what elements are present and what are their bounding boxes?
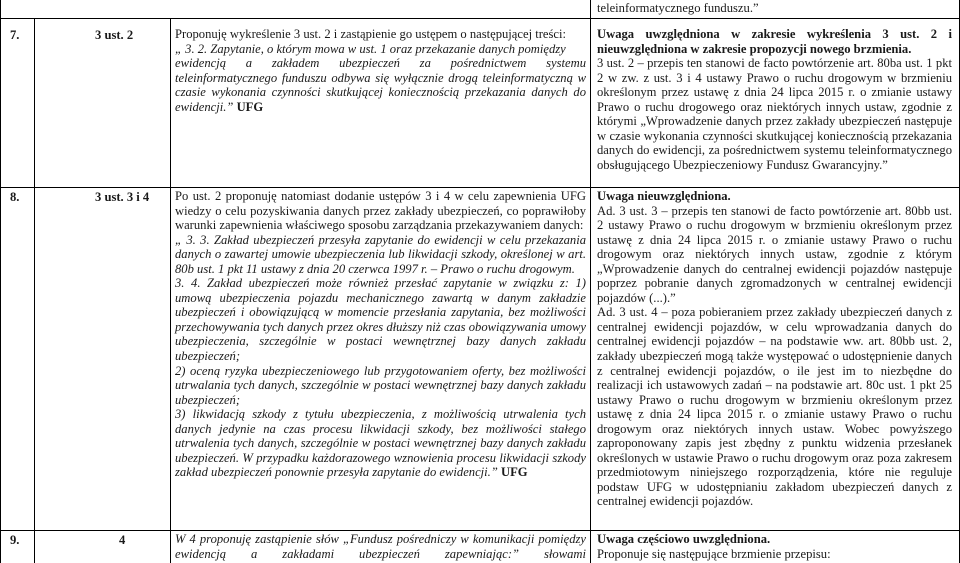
grid-vline-1 (0, 0, 1, 563)
row-7-quote-line-2: ewidencją a zakładem ubezpieczeń za pośrednictwem systemu (175, 56, 586, 71)
grid-hline-2 (0, 187, 960, 188)
grid-hline-1 (0, 18, 960, 19)
row-7-quote-line-5: ewidencji.” (175, 99, 234, 114)
grid-vline-3 (170, 19, 171, 563)
row-7-response (597, 27, 952, 172)
row-9-response-title: Uwaga częściowo uwzględniona. (597, 532, 771, 546)
row-9-proposal-intro: W 4 proponuję zastąpienie słów „Fundusz pośredniczy w komunikacji pomiędzy ewidencją a zakładami ubezpieczeń zapewniając:” słowami (175, 532, 586, 561)
row-9-response (597, 532, 952, 561)
row-7-quote-line-1: „ 3. 2. Zapytanie, o którym mowa w ust. 1 oraz przekazanie danych pomiędzy (175, 41, 566, 56)
row-7-response-body: 3 ust. 2 – przepis ten stanowi de facto powtórzenie art. 80ba ust. 1 pkt 2 w zw. z ust. 3 i 4 ustawy Prawo o ruchu drogowym w brzmieniu określonym przez ustawę z dnia 24 lipca 2015 r. o zmianie ustawy Prawo o ruchu drogowego oraz niektórych innych ustaw, zgodnie z którymi „Wprowadzenie danych przez zakłady ubezpieczeń następuje w czasie wykonania czynności skutkującej koniecznością przekazania danych do ewidencji, za pośrednictwem systemu teleinformatycznego obsługującego Ubezpieczeniowy Fundusz Gwarancyjny.” (597, 56, 952, 172)
row-9-number: 9. (10, 533, 20, 547)
row-9-proposal (175, 532, 586, 561)
grid-vline-2 (34, 19, 35, 563)
row-8-response-body-2: Ad. 3 ust. 4 – poza pobieraniem przez zakłady ubezpieczeń danych z centralnej ewidencji pojazdów, w celu wprowadzania danych do centralnej ewidencji pojazdów – na podstawie ww. art. 80bb ust. 2, zakłady ubezpieczeń mogą także występować o udostępnienie danych z centralnej ewidencji pojazdów, o ile jest im to niezbędne do realizacji ich ustawowych zadań – na podstawie art. 80c ust. 1 pkt 25 ustawy Prawo o ruchu drogowym w brzmieniu określonym przez ustawę z dnia 24 lipca 2015 r. o zmianie ustawy Prawo o ruchu drogowym oraz niektórych innych ustaw. Wobec powyższego zaproponowany zapis jest zbędny z punktu widzenia przesłanek określonych w ustawie Prawo o ruchu drogowym oraz poza zakresem przedmiotowym niniejszego rozporządzenia, które nie reguluje podstaw UFG w udostępnianiu zakładom ubezpieczeń danych z centralnej ewidencji pojazdów. (597, 305, 952, 509)
row-9-article: 4 (119, 533, 126, 547)
row-8-proposal-p4: 3. 4. Zakład ubezpieczeń może również przesłać zapytanie w związku z: 1) umową ubezpieczenia pojazdu mechanicznego zawartą w danym zakładzie ubezpieczeń i obowiązującą w momencie przesłania zapytania, bez możliwości przechowywania tych danych przez okres dłuższy niż czas obowiązywania umowy ubezpieczenia, szczególnie w postaci wewnętrznej bazy danych zakładu ubezpieczeń; (175, 276, 586, 364)
row-8-proposal-intro: Po ust. 2 proponuję natomiast dodanie ustępów 3 i 4 w celu zapewnienia UFG wiedzy o celu pozyskiwania danych przez zakłady ubezpieczeń, co poprawiłoby warunki zapewnienia właściwego sposobu zarządzania przekazywaniem danych: (175, 189, 586, 233)
row-7-response-title: Uwaga uwzględniona w zakresie wykreślenia 3 ust. 2 i nieuwzględniona w zakresie propozycji nowego brzmienia. (597, 27, 952, 56)
row-8-org-label: UFG (501, 465, 528, 480)
row-8-response-body-1: Ad. 3 ust. 3 – przepis ten stanowi de facto powtórzenie art. 80bb ust. 2 ustawy Prawo o ruchu drogowym w brzmieniu określonym przez ustawę z dnia 24 lipca 2015 r. o zmianie ustawy Prawo o ruchu drogowym oraz niektórych innych ustaw, zgodnie z którym „Wprowadzenie danych do centralnej ewidencji pojazdów następuje poprzez pobranie danych zgromadzonych w centralnej ewidencji pojazdów (...).” (597, 203, 952, 305)
row-7-number: 7. (10, 28, 20, 42)
header-continuation-text: teleinformatycznego funduszu.” (597, 1, 759, 15)
row-7-proposal (175, 27, 586, 114)
row-8-number: 8. (10, 190, 20, 204)
row-8-proposal-p4-item3: 3) likwidacją szkody z tytułu ubezpieczenia, z możliwością utrwalenia tych danych jedynie na czas procesu likwidacji szkody, bez możliwości stałego utrwalenia tych danych, szczególnie w postaci wewnętrznej bazy danych zakładu ubezpieczeń. W przypadku każdorazowego wznowienia procesu likwidacji szkody zakład ubezpieczeń ponownie przesyła zapytanie do ewidencji.” (175, 407, 586, 480)
row-7-quote-line-4: czasie wykonania czynności skutkującej koniecznością przekazania danych do (175, 85, 586, 100)
row-8-proposal-p3: „ 3. 3. Zakład ubezpieczeń przesyła zapytanie do ewidencji w celu przekazania danych o zawartej umowie ubezpieczenia lub likwidacji szkody, określonej w art. 80b ust. 1 pkt 11 ustawy z dnia 20 czerwca 1997 r. – Prawo o ruchu drogowym. (175, 232, 586, 276)
row-8-proposal-p4-item2: 2) oceną ryzyka ubezpieczeniowego lub przygotowaniem oferty, bez możliwości utrwalania tych danych, szczególnie w postaci wewnętrznej bazy danych zakładu ubezpieczeń; (175, 363, 586, 407)
row-7-article: 3 ust. 2 (95, 28, 134, 42)
row-7-proposal-intro: Proponuję wykreślenie 3 ust. 2 i zastąpienie go ustępem o następującej treści: (175, 27, 566, 41)
grid-hline-3 (0, 530, 960, 531)
row-8-article: 3 ust. 3 i 4 (95, 190, 150, 204)
row-8-response (597, 189, 952, 509)
row-9-response-body: Proponuje się następujące brzmienie przepisu: (597, 546, 831, 561)
row-7-org-label: UFG (236, 99, 264, 114)
grid-vline-4 (590, 0, 591, 563)
row-8-proposal (175, 189, 586, 480)
row-8-response-title: Uwaga nieuwzględniona. (597, 189, 731, 203)
row-7-quote-line-3: teleinformatycznego funduszu odbywa się wyłącznie drogą teleinformatyczną w (175, 70, 586, 85)
